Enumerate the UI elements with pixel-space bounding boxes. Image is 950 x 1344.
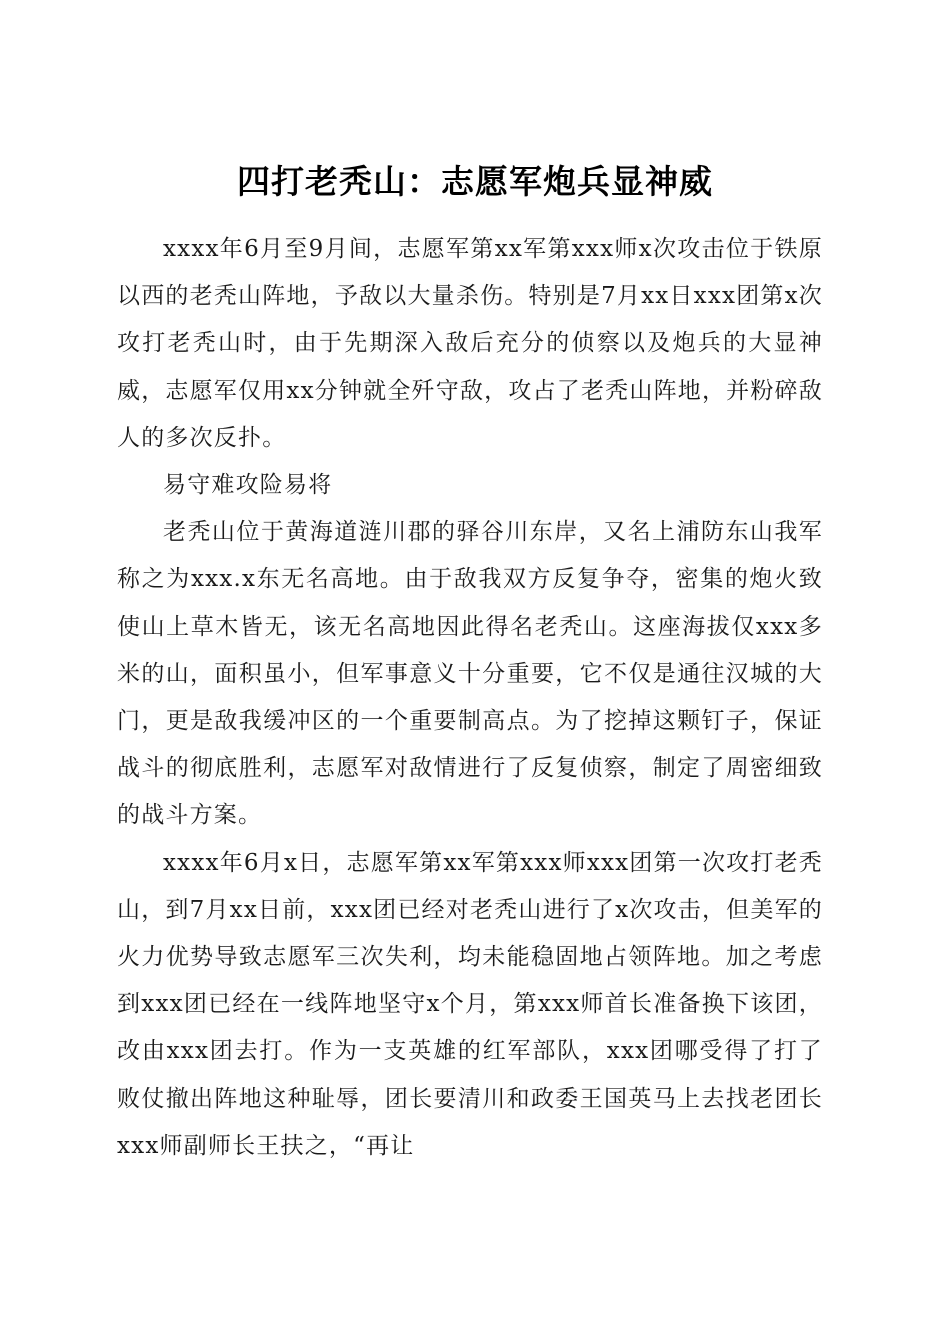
section-subheading: 易守难攻险易将 — [163, 472, 333, 499]
paragraph-attacks: xxxx年6月x日，志愿军第xx军第xxx师xxx团第一次攻打老秃山，到7月xx日前，xxx团已经对老秃山进行了x次攻击，但美军的火力优势导致志愿军三次失利，均未能稳固地占领阵地。加之考虑到xxx团已经在一线阵地坚守x个月，第xxx师首长准备换下该团，改由xxx团去打。作为一支英雄的红军部队，xxx团哪受得了打了败仗撤出阵地这种耻辱，团长要清川和政委王国英马上去找老团长xxx师副师长王扶之，“再让 — [117, 849, 823, 1159]
paragraph-intro: xxxx年6月至9月间，志愿军第xx军第xxx师x次攻击位于铁原以西的老秃山阵地，予敌以大量杀伤。特别是7月xx日xxx团第x次攻打老秃山时，由于先期深入敌后充分的侦察以及炮兵的大显神威，志愿军仅用xx分钟就全歼守敌，攻占了老秃山阵地，并粉碎敌人的多次反扑。 — [117, 236, 823, 451]
paragraph-terrain: 老秃山位于黄海道涟川郡的驿谷川东岸，又名上浦防东山我军称之为xxx.x东无名高地。由于敌我双方反复争夺，密集的炮火致使山上草木皆无，该无名高地因此得名老秃山。这座海拔仅xxx多米的山，面积虽小，但军事意义十分重要，它不仅是通往汉城的大门，更是敌我缓冲区的一个重要制高点。为了挖掉这颗钉子，保证战斗的彻底胜利，志愿军对敌情进行了反复侦察，制定了周密细致的战斗方案。 — [117, 519, 823, 829]
document-title: 四打老秃山：志愿军炮兵显神威 — [237, 162, 713, 202]
document-body — [117, 226, 823, 1170]
